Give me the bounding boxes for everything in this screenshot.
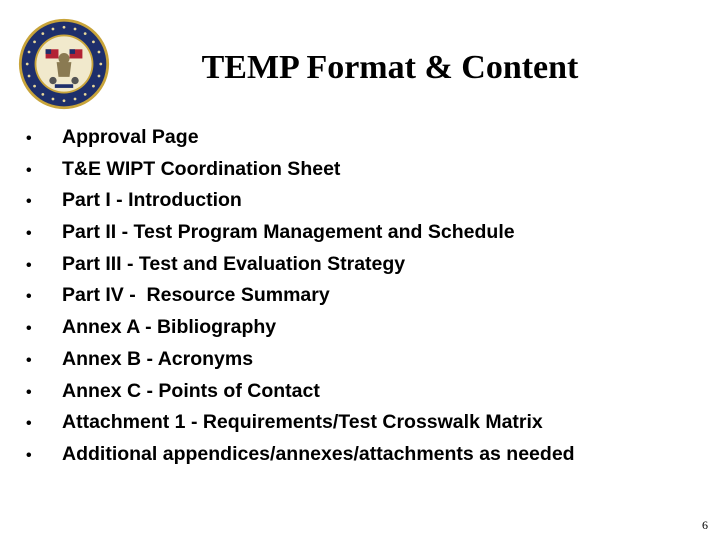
bullet-icon: • xyxy=(26,383,32,401)
list-item xyxy=(26,154,575,186)
list-item-text: Annex C - Points of Contact xyxy=(62,379,320,402)
bullet-icon: • xyxy=(26,161,32,179)
list-item-text: Part I - Introduction xyxy=(62,189,242,212)
list-item-text: Part II - Test Program Management and Schedule xyxy=(62,221,515,244)
list-item xyxy=(26,185,575,217)
bullet-icon: • xyxy=(26,415,32,433)
list-item-text: Annex A - Bibliography xyxy=(62,316,277,339)
army-seal-icon xyxy=(18,18,110,110)
list-item xyxy=(26,280,575,312)
bullet-icon: • xyxy=(26,225,32,243)
list-item xyxy=(26,217,575,249)
list-item-text: T&E WIPT Coordination Sheet xyxy=(62,157,341,180)
list-item xyxy=(26,344,575,376)
list-item-text: Part III - Test and Evaluation Strategy xyxy=(62,252,406,275)
list-item xyxy=(26,312,575,344)
slide-title: TEMP Format & Content xyxy=(201,49,579,86)
list-item xyxy=(26,439,575,471)
page-number: 6 xyxy=(702,518,708,532)
bullet-icon: • xyxy=(26,256,32,274)
bullet-icon: • xyxy=(26,288,32,306)
list-item-text: Attachment 1 - Requirements/Test Crosswalk Matrix xyxy=(62,411,543,434)
list-item-text: Approval Page xyxy=(62,126,199,148)
list-item-text: Part IV - Resource Summary xyxy=(62,284,330,307)
bullet-icon: • xyxy=(26,446,32,464)
list-item xyxy=(26,407,575,439)
bullet-icon: • xyxy=(26,320,32,338)
bullet-icon: • xyxy=(26,351,32,369)
list-item xyxy=(26,249,575,281)
list-item xyxy=(26,376,575,408)
list-item xyxy=(26,122,575,154)
bullet-list xyxy=(26,122,575,471)
list-item-text: Annex B - Acronyms xyxy=(62,347,254,370)
bullet-icon: • xyxy=(26,193,32,211)
bullet-icon: • xyxy=(26,130,32,147)
list-item-text: Additional appendices/annexes/attachments as needed xyxy=(62,442,575,465)
